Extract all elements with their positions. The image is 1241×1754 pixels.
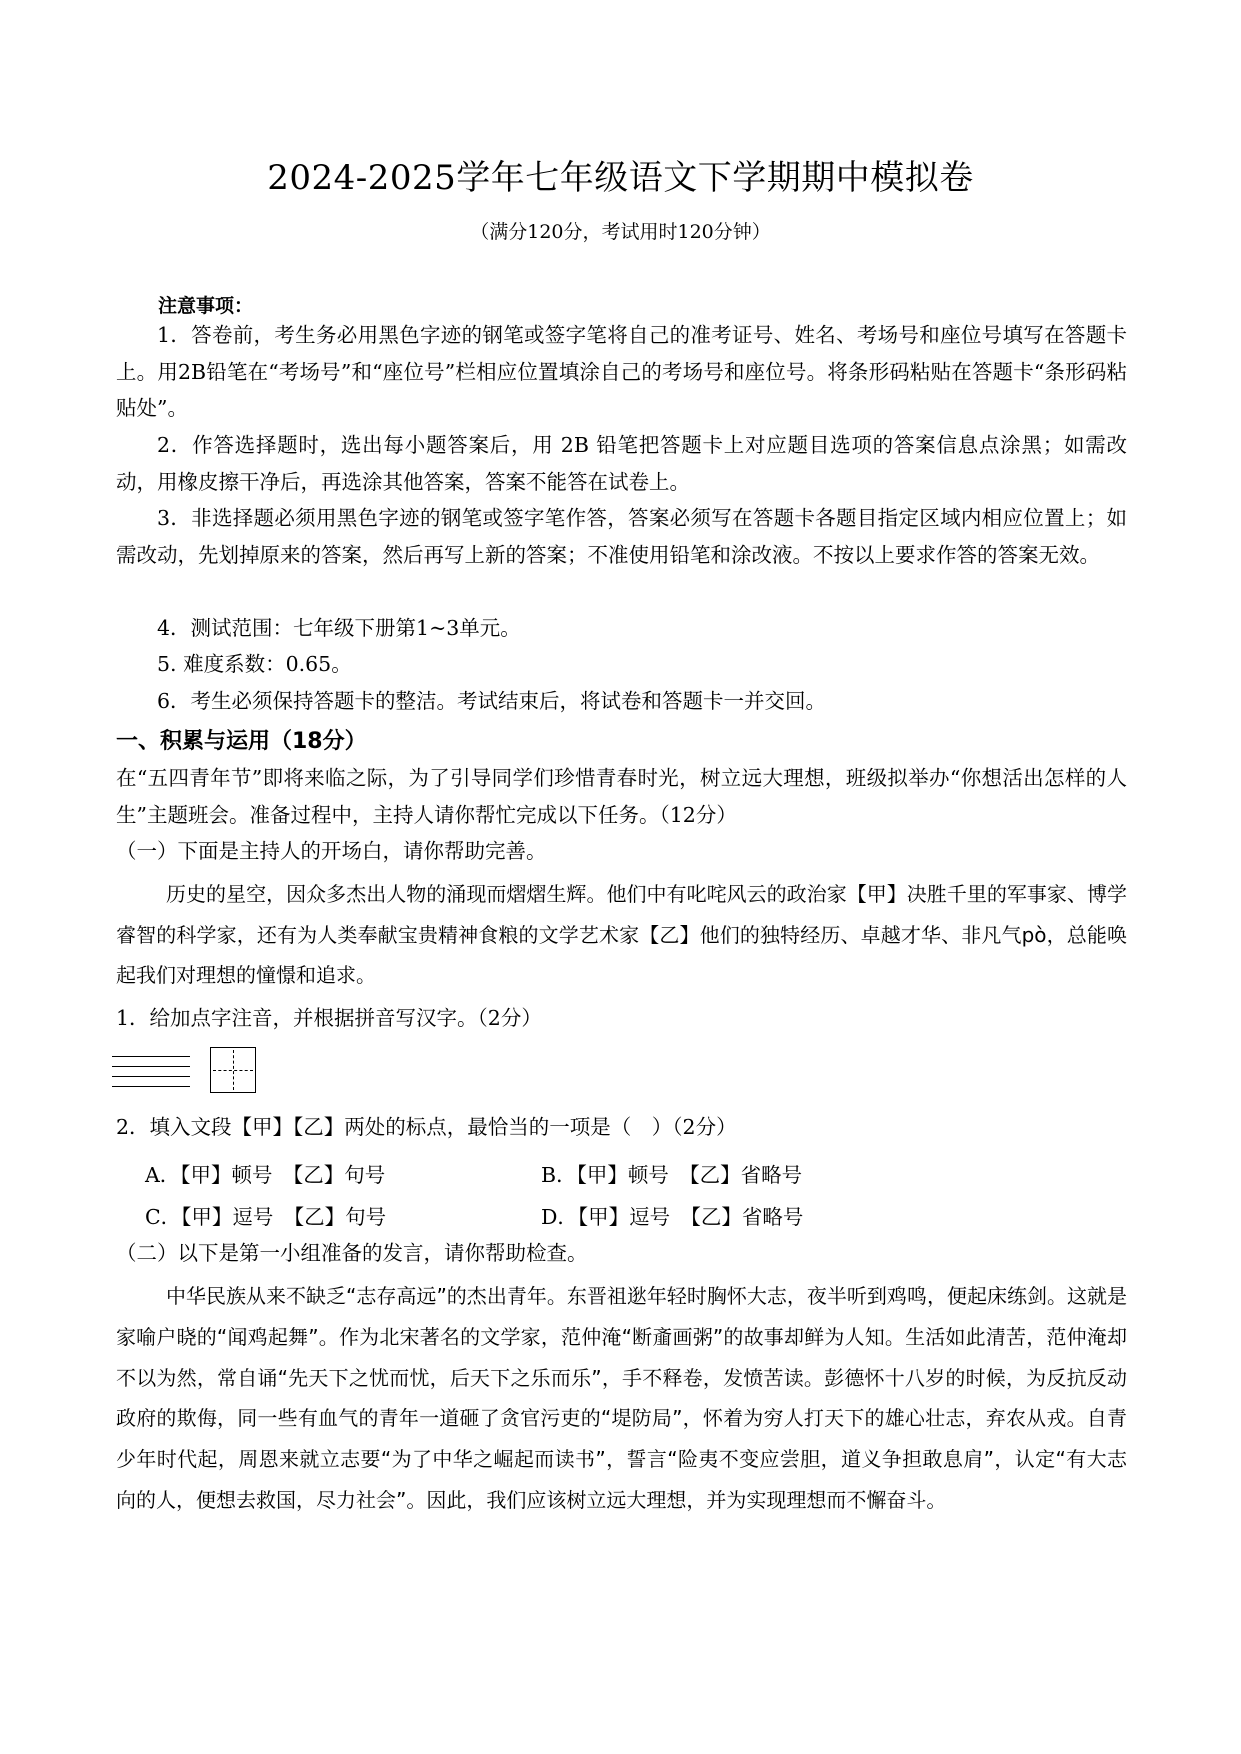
option-c: C．【甲】逗号 【乙】句号 xyxy=(145,1205,387,1229)
group-speech-passage: 中华民族从来不缺乏“志存高远”的杰出青年。东晋祖逖年轻时胸怀大志，夜半听到鸡鸣，便起床练剑。这就是家喻户晓的“闻鸡起舞”。作为北宋著名的文学家，范仲淹“断齑画粥”的故事却鲜为人知。生活如此清苦，范仲淹却不以为然，常自诵“先天下之忧而忧，后天下之乐而乐”，手不释卷，发愤苦读。彭德怀十八岁的时候，为反抗反动政府的欺侮，同一些有血气的青年一道砸了贪官污吏的“堤防局”，怀着为穷人打天下的雄心壮志，弃农从戎。自青少年时代起，周恩来就立志要“为了中华之崛起而读书”，誓言“险夷不变应尝胆，道义争担敢息肩”，认定“有大志向的人，便想去救国，尽力社会”。因此，我们应该树立远大理想，并为实现理想而不懈奋斗。 xyxy=(116,1284,1127,1512)
note-item-2: 2．作答选择题时，选出每小题答案后，用 2B 铅笔把答题卡上对应题目选项的答案信息点涂黑；如需改动，用橡皮擦干净后，再选涂其他答案，答案不能答在试卷上。 xyxy=(116,433,1127,494)
question-2: 2．填入文段【甲】【乙】两处的标点，最恰当的一项是（ ）（2分） xyxy=(116,1115,737,1139)
section-heading: 一、积累与运用（18分） xyxy=(116,729,367,754)
character-grid-box[interactable] xyxy=(210,1047,256,1093)
note-item-6: 6．考生必须保持答题卡的整洁。考试结束后，将试卷和答题卡一并交回。 xyxy=(157,689,827,713)
note-item-5: 5. 难度系数：0.65。 xyxy=(157,652,352,676)
note-item-3: 3．非选择题必须用黑色字迹的钢笔或签字笔作答，答案必须写在答题卡各题目指定区域内相应位置上；如需改动，先划掉原来的答案，然后再写上新的答案；不准使用铅笔和涂改液。不按以上要求作答的答案无效。 xyxy=(116,506,1127,567)
part1-heading: （一）下面是主持人的开场白，请你帮助完善。 xyxy=(116,839,547,863)
page-title: 2024-2025学年七年级语文下学期期中模拟卷 xyxy=(267,158,974,198)
option-b: B．【甲】顿号 【乙】省略号 xyxy=(541,1163,803,1187)
question-1: 1．给加点字注音，并根据拼音写汉字。（2分） xyxy=(116,1006,542,1030)
opening-passage: 历史的星空，因众多杰出人物的涌现而熠熠生辉。他们中有叱咤风云的政治家【甲】决胜千里的军事家、博学睿智的科学家，还有为人类奉献宝贵精神食粮的文学艺术家【乙】他们的独特经历、卓越才华、非凡气pò，总能唤起我们对理想的憧憬和追求。 xyxy=(116,882,1127,987)
note-item-4: 4．测试范围：七年级下册第1~3单元。 xyxy=(157,616,521,640)
answer-blank[interactable] xyxy=(112,1056,190,1096)
page-subtitle: （满分120分，考试用时120分钟） xyxy=(470,221,771,243)
part2-heading: （二）以下是第一小组准备的发言，请你帮助检查。 xyxy=(116,1241,588,1265)
option-d: D．【甲】逗号 【乙】省略号 xyxy=(541,1205,804,1229)
notes-heading: 注意事项： xyxy=(158,295,254,317)
note-item-1: 1．答卷前，考生务必用黑色字迹的钢笔或签字笔将自己的准考证号、姓名、考场号和座位号填写在答题卡上。用2B铅笔在“考场号”和“座位号”栏相应位置填涂自己的考场号和座位号。将条形码粘贴在答题卡“条形码粘贴处”。 xyxy=(116,323,1127,420)
option-a: A．【甲】顿号 【乙】句号 xyxy=(145,1163,386,1187)
section-intro: 在“五四青年节”即将来临之际，为了引导同学们珍惜青春时光，树立远大理想，班级拟举办“你想活出怎样的人生”主题班会。准备过程中，主持人请你帮忙完成以下任务。（12分） xyxy=(116,766,1127,827)
